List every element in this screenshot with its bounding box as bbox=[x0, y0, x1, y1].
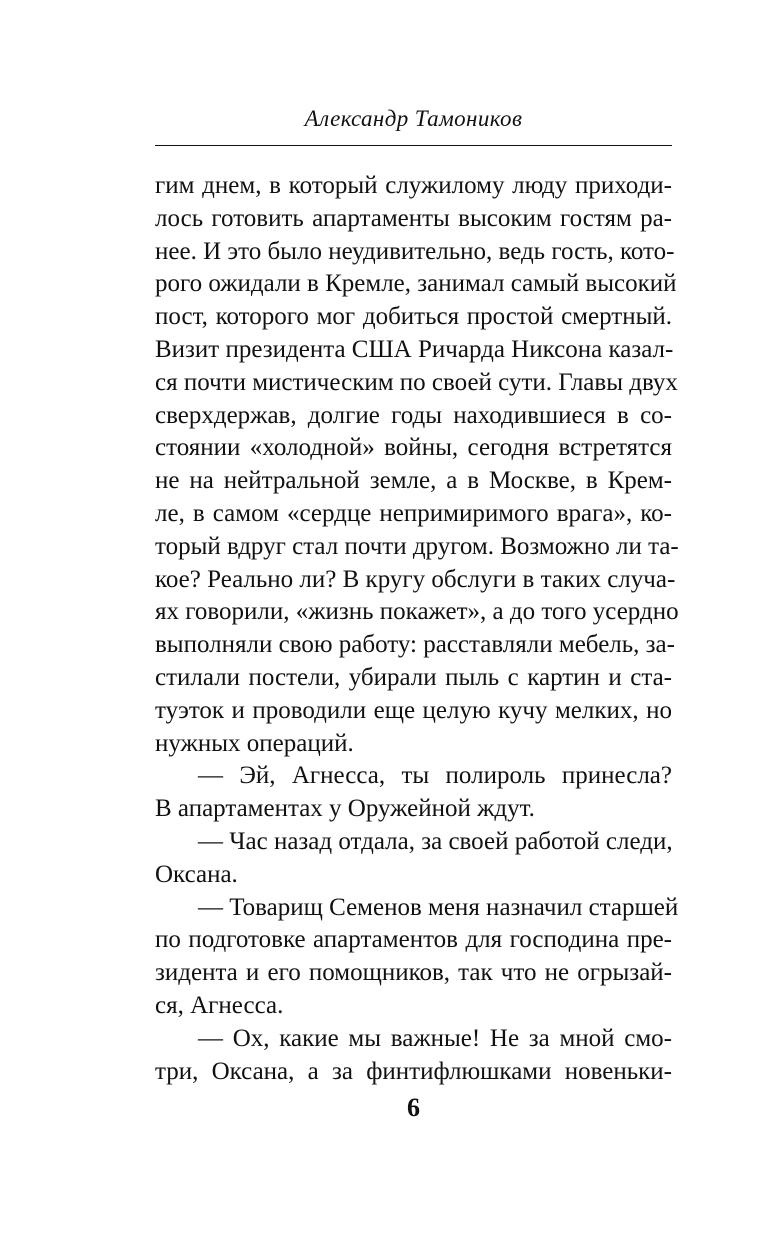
text-line: нее. И это было неудивительно, ведь гость, кото- bbox=[155, 237, 675, 265]
text-line: гим днем, в который служилому люду приходи- bbox=[155, 172, 672, 199]
dialogue-line: — Эй, Агнесса, ты полироль принесла? bbox=[198, 762, 672, 790]
text-line: зидента и его помощников, так что не огрызай- bbox=[155, 959, 672, 987]
text-line: не на нейтральной земле, а в Москве, в Крем- bbox=[155, 467, 672, 495]
text-line: лось готовить апартаменты высоким гостям ра- bbox=[155, 204, 672, 232]
text-line: стилали постели, убирали пыль с картин и ста- bbox=[155, 663, 672, 691]
page-number: 6 bbox=[407, 1093, 420, 1122]
text-line: стоянии «холодной» войны, сегодня встретятся bbox=[155, 434, 672, 462]
text-line: три, Оксана, а за финтифлюшками новеньки- bbox=[155, 1057, 672, 1085]
text-line: рого ожидали в Кремле, занимал самый высокий bbox=[155, 270, 677, 298]
text-line: ле, в самом «сердце непримиримого врага», ко- bbox=[155, 499, 672, 527]
text-line: Оксана. bbox=[155, 860, 238, 888]
dialogue-line: — Товарищ Семенов меня назначил старшей bbox=[198, 893, 679, 921]
header-rule bbox=[155, 145, 672, 146]
text-line: нужных операций. bbox=[155, 729, 354, 757]
text-line: кое? Реально ли? В кругу обслуги в таких случа- bbox=[155, 565, 676, 593]
text-line: туэток и проводили еще целую кучу мелких, но bbox=[155, 696, 672, 724]
text-line: Визит президента США Ричарда Никсона казал- bbox=[155, 335, 674, 363]
text-line: ся почти мистическим по своей сути. Главы двух bbox=[155, 368, 678, 396]
text-line: торый вдруг стал почти другом. Возможно ли та- bbox=[155, 532, 679, 560]
text-line: выполняли свою работу: расставляли мебель, за- bbox=[155, 631, 675, 659]
text-line: пост, которого мог добиться простой смертный. bbox=[155, 303, 672, 331]
body-text bbox=[155, 170, 679, 1088]
running-head-author: Александр Тамоников bbox=[304, 106, 523, 131]
dialogue-line: — Час назад отдала, за своей работой следи, bbox=[198, 827, 673, 855]
dialogue-line: — Ох, какие мы важные! Не за мной смо- bbox=[198, 1024, 672, 1052]
text-line: В апартаментах у Оружейной ждут. bbox=[155, 795, 535, 823]
text-line: ях говорили, «жизнь покажет», а до того усердно bbox=[155, 598, 679, 626]
text-line: ся, Агнесса. bbox=[155, 991, 284, 1019]
text-line: по подготовке апартаментов для господина пре- bbox=[155, 926, 672, 954]
text-line: сверхдержав, долгие годы находившиеся в со- bbox=[155, 401, 672, 429]
